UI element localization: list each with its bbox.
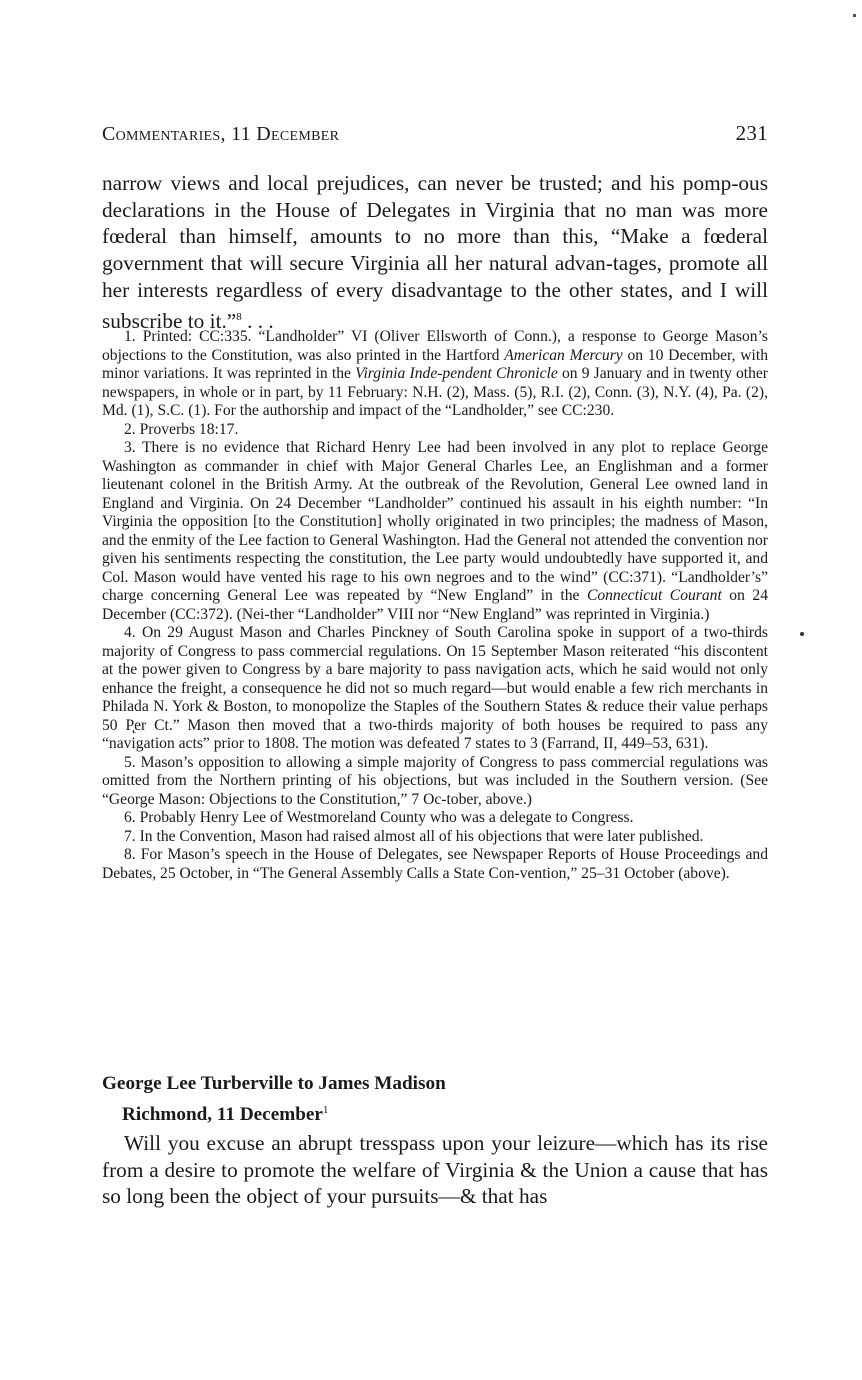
editorial-notes — [102, 328, 768, 883]
note-text: 5. Mason’s opposition to allowing a simple majority of Congress to pass commercial regulations was omitted from the Northern printing of his objections, but was included in the Southern version. (See “George Mason: Objections to the Constitution,” 7 Oc-tober, above.) — [102, 753, 768, 808]
document-heading — [102, 1071, 768, 1128]
note-7 — [102, 828, 768, 847]
note-italic-title: Connecticut Courant — [586, 587, 722, 604]
note-text: 6. Probably Henry Lee of Westmoreland County who was a delegate to Congress. — [124, 809, 634, 826]
note-2 — [102, 421, 768, 440]
note-text: 1. Printed: CC:335. “Landholder” VI (Oliver Ellsworth of Conn.), a response to George Mason’s objections to the Constitution, was also printed in the Hartford — [102, 328, 768, 364]
heading-footnote-reference: 1 — [322, 1104, 329, 1116]
note-text: 3. There is no evidence that Richard Henry Lee had been involved in any plot to replace George Washington as commander in chief with Major General Charles Lee, an Englishman and a former lieutenant colonel in the British Army. At the outbreak of the Revolution, General Lee owned land in England and Virginia. On 24 December “Landholder” continued his assault in his eighth number: “In Virginia the opposition [to the Constitution] wholly originated in two principles; the madness of Mason, and the enmity of the Lee faction to General Washington. Had the General not attended the convention nor given his sentiments respecting the constitution, the Lee party would undoubtedly have supported it, and Col. Mason would have vented his rage to his own negroes and to the wind” (CC:371). “Landholder’s” charge concerning General Lee was repeated by “New England” in the — [102, 439, 768, 604]
note-6 — [102, 809, 768, 828]
note-text: 4. On 29 August Mason and Charles Pinckney of South Carolina spoke in support of a two-thirds majority of Congress to pass commercial regulations. On 15 September Mason reiterated “his discontent at the power given to Congress by a bare majority to pass navigation acts, which he said would not only enhance the freight, a consequence he did not so much regard—but would enable a few rich merchants in Philada N. York & Boston, to monopolize the Staples of the Southern States & reduce their value perhaps 50 P̨er Ct.” Mason then moved that a two-thirds majority of both houses be required to pass any “navigation acts” prior to 1808. The motion was defeated 7 states to 3 (Farrand, II, 449–53, 631). — [102, 624, 768, 752]
note-8 — [102, 846, 768, 883]
note-1 — [102, 328, 768, 421]
note-5 — [102, 754, 768, 810]
note-italic-title: American Mercury — [504, 346, 623, 364]
note-text: 8. For Mason’s speech in the House of Delegates, see Newspaper Reports of House Proceedings and Debates, 25 October, in “The General Assembly Calls a State Con-vention,” 25–31 October (above). — [102, 846, 768, 882]
heading-place-date: Richmond, 11 December — [122, 1104, 323, 1125]
running-head — [102, 123, 768, 151]
running-head-title: Commentaries, 11 December — [102, 123, 340, 145]
body-paragraph — [102, 170, 768, 334]
note-italic-title: Virginia Inde-pendent Chronicle — [355, 365, 558, 382]
page-number: 231 — [735, 121, 768, 145]
heading-line-place-date — [102, 1097, 768, 1128]
body-text: narrow views and local prejudices, can never be trusted; and his pomp-ous declarations in the House of Delegates in Virginia that no man was more fœderal than himself, amounts to no more than this, “Make a fœderal government that will secure Virginia all her natural advan-tages, promote all her interests regardless of every disadvantage to the other states, and I will subscribe to it.” — [102, 171, 768, 333]
scan-mark — [853, 14, 856, 17]
note-text: on 9 January and in twenty other newspapers, in whole or in part, by 11 February: N.H. (2), Mass. (5), R.I. (2), Conn. (3), N.Y. (4), Pa. (2), Md. (1), S.C. (1). For the authorship and impact of the “Landholder,” see CC:230. — [102, 365, 769, 419]
margin-speck — [800, 632, 804, 636]
note-text: on 24 December (CC:372). (Nei-ther “Landholder” VIII nor “New England” was reprinted in Virginia.) — [102, 587, 768, 623]
note-text: 2. Proverbs 18:17. — [124, 420, 239, 438]
note-3 — [102, 439, 768, 624]
note-text: 7. In the Convention, Mason had raised almost all of his objections that were later published. — [124, 827, 704, 845]
footnote-reference: 8 — [236, 310, 242, 323]
note-4 — [102, 624, 768, 754]
letter-paragraph: Will you excuse an abrupt tresspass upon your leizure—which has its rise from a desire to promote the welfare of Virginia & the Union a cause that has so long been the object of your pursuits—& that has — [102, 1131, 768, 1209]
body-ellipsis: . . . — [241, 308, 274, 333]
note-text: on 10 December, with minor variations. It was reprinted in the — [102, 346, 768, 382]
heading-line-correspondents: George Lee Turberville to James Madison — [102, 1073, 446, 1094]
